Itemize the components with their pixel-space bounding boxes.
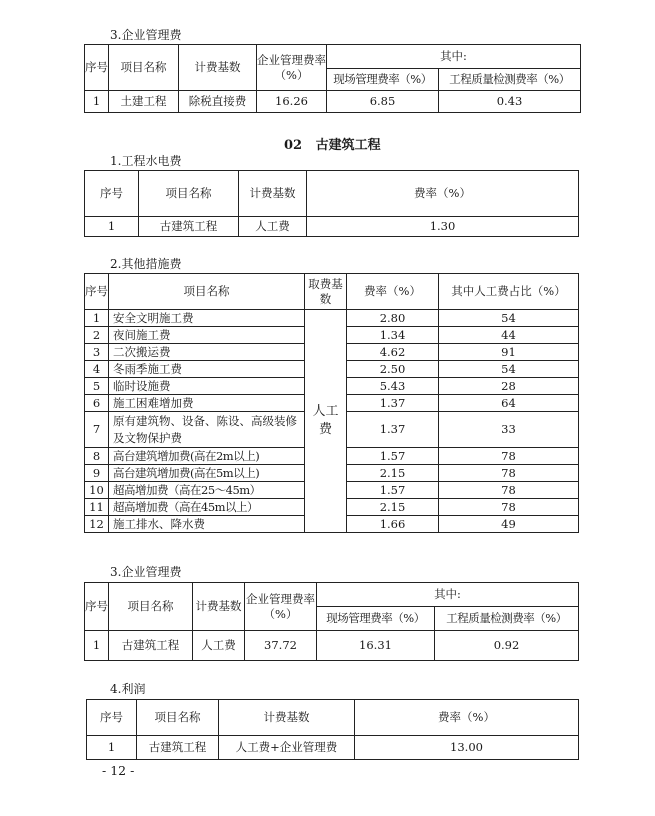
header-among: 其中: <box>327 45 581 69</box>
cell-base: 除税直接费 <box>179 91 257 113</box>
cell-name: 冬雨季施工费 <box>109 361 305 378</box>
header-mgmt-rate: 企业管理费率（%） <box>245 583 317 631</box>
cell-rate: 1.37 <box>347 395 439 412</box>
cell-name: 安全文明施工费 <box>109 310 305 327</box>
water-caption: 1.工程水电费 <box>110 154 182 168</box>
mgmt-table <box>84 582 579 661</box>
cell-seq: 1 <box>85 217 139 237</box>
cell-rate: 1.66 <box>347 516 439 533</box>
cell-seq: 1 <box>85 631 109 661</box>
cell-qc-rate: 0.92 <box>435 631 579 661</box>
top-mgmt-caption: 3.企业管理费 <box>110 28 182 42</box>
cell-rate: 4.62 <box>347 344 439 361</box>
cell-seq: 1 <box>85 310 109 327</box>
cell-rate: 1.30 <box>307 217 579 237</box>
header-seq: 序号 <box>85 274 109 310</box>
mgmt-caption: 3.企业管理费 <box>110 565 182 579</box>
cell-name: 夜间施工费 <box>109 327 305 344</box>
cell-rate: 13.00 <box>355 736 579 760</box>
cell-labor-share: 78 <box>439 448 579 465</box>
header-base: 计费基数 <box>239 171 307 217</box>
table-row <box>87 736 579 760</box>
cell-rate: 1.37 <box>347 412 439 448</box>
header-mgmt-rate: 企业管理费率（%） <box>257 45 327 91</box>
cell-labor-share: 78 <box>439 499 579 516</box>
header-site-rate: 现场管理费率（%） <box>327 69 439 91</box>
cell-labor-share: 78 <box>439 465 579 482</box>
header-name: 项目名称 <box>137 700 219 736</box>
header-name: 项目名称 <box>109 583 193 631</box>
header-base: 计费基数 <box>179 45 257 91</box>
cell-name: 古建筑工程 <box>109 631 193 661</box>
cell-mgmt-rate: 37.72 <box>245 631 317 661</box>
cell-name: 原有建筑物、设备、陈设、高级装修及文物保护费 <box>109 412 305 448</box>
cell-seq: 10 <box>85 482 109 499</box>
top-mgmt-table <box>84 44 581 113</box>
cell-labor-share: 49 <box>439 516 579 533</box>
header-qc-rate: 工程质量检测费率（%） <box>435 607 579 631</box>
cell-name: 二次搬运费 <box>109 344 305 361</box>
cell-base: 人工费 <box>239 217 307 237</box>
cell-labor-share: 78 <box>439 482 579 499</box>
header-rate: 费率（%） <box>347 274 439 310</box>
cell-labor-share: 54 <box>439 361 579 378</box>
header-seq: 序号 <box>85 171 139 217</box>
cell-seq: 6 <box>85 395 109 412</box>
other-caption: 2.其他措施费 <box>110 257 182 271</box>
cell-labor-share: 33 <box>439 412 579 448</box>
cell-labor-share: 44 <box>439 327 579 344</box>
cell-base: 人工费 <box>193 631 245 661</box>
cell-seq: 3 <box>85 344 109 361</box>
cell-rate: 2.50 <box>347 361 439 378</box>
cell-labor-share: 64 <box>439 395 579 412</box>
cell-seq: 7 <box>85 412 109 448</box>
cell-seq: 1 <box>87 736 137 760</box>
cell-seq: 1 <box>85 91 109 113</box>
cell-labor-share: 28 <box>439 378 579 395</box>
table-row <box>85 631 579 661</box>
cell-name: 古建筑工程 <box>139 217 239 237</box>
water-table <box>84 170 579 237</box>
header-qc-rate: 工程质量检测费率（%） <box>439 69 581 91</box>
header-base: 取费基数 <box>305 274 347 310</box>
header-among: 其中: <box>317 583 579 607</box>
cell-rate: 2.15 <box>347 465 439 482</box>
header-name: 项目名称 <box>109 274 305 310</box>
cell-rate: 5.43 <box>347 378 439 395</box>
cell-rate: 1.34 <box>347 327 439 344</box>
header-seq: 序号 <box>87 700 137 736</box>
cell-rate: 2.80 <box>347 310 439 327</box>
cell-rate: 1.57 <box>347 482 439 499</box>
cell-seq: 11 <box>85 499 109 516</box>
header-rate: 费率（%） <box>355 700 579 736</box>
header-name: 项目名称 <box>109 45 179 91</box>
section-number: 02 <box>284 138 303 153</box>
cell-rate: 1.57 <box>347 448 439 465</box>
cell-mgmt-rate: 16.26 <box>257 91 327 113</box>
cell-seq: 5 <box>85 378 109 395</box>
cell-name: 土建工程 <box>109 91 179 113</box>
profit-caption: 4.利润 <box>110 682 146 696</box>
cell-labor-share: 91 <box>439 344 579 361</box>
cell-site-rate: 16.31 <box>317 631 435 661</box>
cell-site-rate: 6.85 <box>327 91 439 113</box>
table-row <box>85 91 581 113</box>
page-number: - 12 - <box>102 763 135 778</box>
cell-seq: 2 <box>85 327 109 344</box>
cell-labor-share: 54 <box>439 310 579 327</box>
section-title: 古建筑工程 <box>315 138 381 153</box>
cell-name: 临时设施费 <box>109 378 305 395</box>
header-seq: 序号 <box>85 45 109 91</box>
profit-table <box>86 699 579 760</box>
cell-seq: 12 <box>85 516 109 533</box>
header-name: 项目名称 <box>139 171 239 217</box>
cell-name: 高台建筑增加费(高在2m以上) <box>109 448 305 465</box>
header-seq: 序号 <box>85 583 109 631</box>
table-row <box>85 310 579 327</box>
cell-name: 超高增加费（高在45m以上） <box>109 499 305 516</box>
table-row <box>85 217 579 237</box>
cell-name: 施工困难增加费 <box>109 395 305 412</box>
cell-name: 高台建筑增加费(高在5m以上) <box>109 465 305 482</box>
cell-name: 施工排水、降水费 <box>109 516 305 533</box>
cell-qc-rate: 0.43 <box>439 91 581 113</box>
cell-base-merged: 人工费 <box>305 310 347 533</box>
header-rate: 费率（%） <box>307 171 579 217</box>
cell-name: 超高增加费（高在25～45m） <box>109 482 305 499</box>
header-base: 计费基数 <box>219 700 355 736</box>
cell-seq: 4 <box>85 361 109 378</box>
section-heading <box>284 134 381 153</box>
cell-rate: 2.15 <box>347 499 439 516</box>
cell-base: 人工费+企业管理费 <box>219 736 355 760</box>
cell-name: 古建筑工程 <box>137 736 219 760</box>
cell-seq: 8 <box>85 448 109 465</box>
cell-seq: 9 <box>85 465 109 482</box>
header-site-rate: 现场管理费率（%） <box>317 607 435 631</box>
header-base: 计费基数 <box>193 583 245 631</box>
other-measures-table <box>84 273 579 533</box>
header-labor-share: 其中人工费占比（%） <box>439 274 579 310</box>
